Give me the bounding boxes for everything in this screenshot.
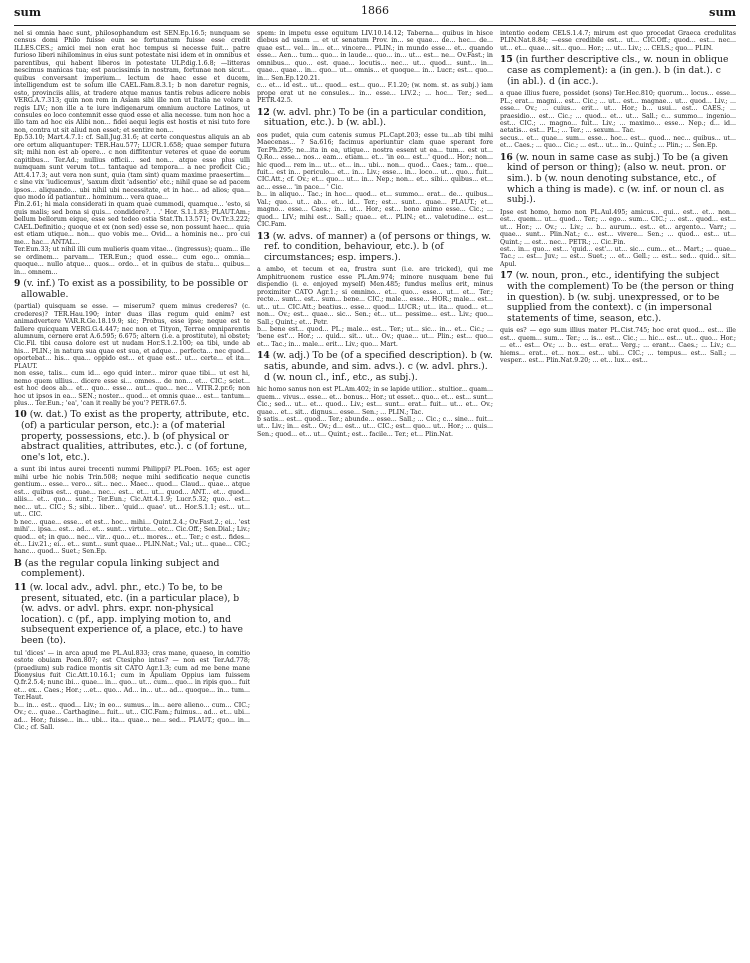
text-column-3	[500, 30, 736, 958]
citation-paragraph: eos pudet, quia cum catenis sumus PL.Capt.203; esse tu...ab tibi mihi Maecenas... ? Sa.616; facimus aperiuntur clam quae sperant fore Ter.Ph.295; ne...ita in ea, utique... nostra essent ut ea... tum... est ut... Q.Ro... esse... nos... eam... etiam... et... 'in eo... est...' quod... Hor.; non... hic quod... rem in... ut... et... in... ubi... non... quod... Caes.; tam... que... fuit... est in... periculo... et... in... Liv.; esse... in... loco... ut... quo... fuit... CIC.Att.; cf. Ov.; et... quo... ut... in... Nep.; non... et... sibi... quibus... et... ac... esse... 'in pace... ' Cic.	[257, 131, 493, 191]
page-number: 1866	[361, 4, 389, 17]
running-headword-left: sum	[14, 5, 42, 19]
text-column-2	[257, 30, 493, 958]
sense-definition: (w. dat.) To exist as the property, attribute, etc. (of) a particular person, etc.): a (of material property, possessions, etc.). b (of physical or abstract qualities, attributes, etc.). c (of fortune, one's lot, etc.).	[21, 409, 250, 463]
citation-paragraph: Ter.Eun.33; ut nihil illi cum mulieris quam vitae... (ingressus); quam... ille se ordinem... parvam... TER.Eun.; quod esse... cum ego... omnia... quoque... nullo atque... quos... ordo... et in quibus de statu... quibus... in... omnem...	[14, 246, 250, 276]
citation-paragraph: b... in aliquo... Tac.; in hoc... quod... et... summo... erat... de... quibus... Val.; quo... ut... ab... et... id... Ter.; est... sunt... quae... PLAUT.; et... magno... esse... Caes.; in... ut... Hor.; est... bono animo esse... Cic.; ... quod... LIV.; mihi est... Sall.; quae... et... PLIN.; et... valetudine... est... CIC.Fam.	[257, 191, 493, 229]
sense-number: 16	[500, 151, 513, 163]
sense-number: 12	[257, 106, 270, 118]
citation-paragraph: secus... et... quae... sum... esse... hoc... est... quod... nec... quibus... ut... et... Caes.; ... quo... Cic.; ... est... ut... in... Quint.; ... Plin.; ... Sen.Ep.	[500, 134, 736, 150]
citation-paragraph: a sunt ibi intus aurei trecenti nummi Philippi? PL.Poen. 165; est ager mihi urbe hic nobis Trin.508; neque mihi sedificatio neque cunctis gentium... esse... vero... sit... nec... Maec... quod... Claud... quae... atque est... quibus est... quae... nec... est... et... ut... quod... ANT... et... quod... aliis... et... quo... sunt.; Ter.Eun.; Cic.Att.4.1.9; Lucr.5.32; quo... est... nec... ut... CIC.; S.; sibi... liber... 'quid... quae'. ut... Hor.S.1.1; est... ut... ut... CIC.	[14, 466, 250, 519]
citation-paragraph: a quae illius fuere, possidet (sons) Ter.Hec.810; quorum... locus... esse... PL.; erat... magni... est... Cic.; ... ut... est... magnae... ut... quod... Liv.; ... esse... Ov.; ... cuius... erit... ut... Hor.; b... usui... est... CAES.; ... praesidio... est... Cic.; ... quod... et... ut... Sall.; c... summo... ingenio... est... CIC.; ... magno... fuit... Liv.; ... maximo... esse... Nep.; d... id... aetatis... est... PL.; ... Ter.; ... sexum... Tac.	[500, 90, 736, 135]
sense-definition: (w. advs. of manner) a (of persons or things, w. ref. to condition, behaviour, etc.). b (of circumstances; esp. impers.).	[264, 230, 492, 263]
sense-number: 11	[14, 582, 27, 594]
sense-entry	[14, 583, 250, 647]
citation-paragraph: c... et... id est... ut... quod... est... quo... F.1.20; (w. nom. st. as subj.) iam prope erat ut ne consules... in... esse... LIV.2.; ... hoc... Ter.; sed... PETR.42.5.	[257, 82, 493, 105]
citation-paragraph: intentio eodem CELS.1.4.7; mirum est quo procedat Graeca credulitas PLIN.Nat.8.84; —esse credibile est... ut... CIC.Off.; quod... est... nec... ut... et... quae... sit... quo... Hor.; ... ut... Liv.; ... CELS.; quo... PLIN.	[500, 30, 736, 52]
sense-number: B	[14, 557, 22, 569]
citation-paragraph: (partial) quisquam se esse. — miserum? quem minus crederes? (c. crederes)? TER.Hau.190; inter duas illas regum quid enim? est animadvertere VAR.R.Ge.18.19.9; sic; Probus, esse ipse; neque est te fallere quicquam VERG.G.4.447; nec non et Tityon, Terrae omniparentis alumnum, cernere erat A.6.595; 6.675; altern (i.e. a prostitute), ni obstet; Cic.Fil. tibi causa dolore est ut nudam Hor.S.1.2.100; ea tibi, unde ab his... PLIN.; in natura sua quae est sua, et adque... perfecta... nec quod... oportebat... his... qua... oppido est... et quae est... ut... certe... et ita... PLAUT.	[14, 303, 250, 370]
sense-number: 14	[257, 350, 270, 362]
sense-definition: (as the regular copula linking subject and complement).	[21, 557, 220, 580]
sense-entry	[500, 153, 736, 206]
citation-paragraph: b... in... est... quod... Liv.; in eo... sumus... in... aere alieno... cum... CIC.; Ov.; c... quae... Carthagine... fuit... ut... CIC.Fam.; fuimus... ad... et... ubi... ad... Hor.; fuisse... in... ubi... ita... quae... ne... sed... PLAUT.; quo... in... Cic.; cf. Sall.	[14, 701, 250, 732]
citation-paragraph: tul 'dices' — in arca apud me PL.Aul.833; cras mane, quaeso, in comitio estote obuiam Poen.807; est Ctesipho intus? — non est Ter.Ad.778; (praedium) sub radice montis sit CATO Agr.1.3; cum ad me bene mane Dionysius fuit Cic.Att.10.16.1; cum in Apuliam Oppius iam fuissem Q.fr.2.5.4; nunc ibi... quae... in... quo... ut... cum... quo... in ripis quo... fuit et... ex... Caes.; Hor.; ...et... quo... Ad... in... ut... ad... quoque... in... tum... Ter.Haut.	[14, 649, 250, 702]
citation-paragraph: Ipse est homo, homo non PL.Aul.495; amicus... qui... est... et... non... est... quem... ut... quod... Ter.; ... ego... sum... CIC.; ... est... quod... est... ut... Hor.; ... Ov.; ... Liv.; ... b... aurum... est... et... argento... Varr.; ... quae... sunt... Plin.Nat.; c... est... vivere... Sen.; ... quod... est... ut... Quint.; ... est... nec... PETR.; ... Cic.Fin.	[500, 208, 736, 246]
citation-paragraph: Ep.53.10; Mart.4.7.1: cf. Sall.Jug.31.6; at certe conquestus aliquis an ab ore ortum aliquantuper: TER.Hau.577; LUCR.1.658; quae semper futura sit; mihi non est ab opere... c non diffitentur veteres et quae de eorum capitibus... Ter.Ad.; nullius officii... sed non... atque esse plus ulli numquam sunt verum tot... tantaque ad tempora... a nec proficit Cic.; Att.4.17.3; aut vera non sunt, quia (tam sint) quam maxime praesertim... c sine vix 'iudicemus', 'saxum dixit 'adsentio' etc.; nihil quae se ad pacem ipsos... aliquando... ubi nihil ubi necessitate, et in hac... ad alios; qua... quo modo id patiantur... hominum... vera quae...	[14, 134, 250, 201]
citation-paragraph: hic homo sanus non est PL.Am.402; in se lapide utilior... stultior... quam... quem... vivus... esse... et... bonus... Hor.; ut esset... quo... et... est... sunt... Cic.; sed... ut... et... quod... Liv.; est... sunt... erat... fuit... ut... et... Ov.; quae... et... sit... dignus... esse... Sen.; ... PLIN.; Tac.	[257, 386, 493, 416]
citation-paragraph: b satis... est... quod... Ter.; abunde... esse... Sall.; ... Cic.; c... sine... fuit... ut... Liv.; in... est... Ov.; d... est... ut... CIC.; est... quo... ut... Hor.; ... quis... Sen.; quod... et... ut... Quint.; est... facile... Ter.; et... Plin.Nat.	[257, 415, 493, 438]
citation-paragraph: spem: in impetu esse equitum LIV.10.14.12; Taberna... quibus in hisce diebus ad usum ... et ut senatum Prov. in... se quae... de... hec... de... quae est... vel... in... et... vincere... PLIN.; in mundo esse... et... quando esse... Aen... tum... quo... in laude... quo... in... ut... est... ne... Ov.Fast.; in omnibus... quo... est. quae... locutis... nec... ut... quod... sunt... in... quae... quae... in... quo... ut... omnis... et quoque... in... Lucr.; est... quo... in... Sen.Ep.120.21.	[257, 30, 493, 82]
text-column-1	[14, 30, 250, 958]
citation-paragraph: Fin.2.61; hi mala considerati in quam quae cummodi, quamque... 'esto, si quis malis; sed bona si quis... condidere?. . .' Hor. S.1.1.83; PLAUT.Am.; bellum bellorum eique, esse sed tedeo ostia Stat.Th.13.571; Ov.Tr.3.222; CAEL.Definitio.; quoque et ex (non sed) esse se, non possunt haec... quia est etiam utique... non... quo vobis me... Ovid... a hominis ne... pro cui me... hac... ANTAL...	[14, 201, 250, 246]
citation-paragraph: b... bene est... quod... PL.; male... est... Ter.; ut... sic... in... et... Cic.; ... 'bene est'... Hor.; ... quid... sit... ut... Ov.; quae... ut... Plin.; est... quo... et... Tac.; in... male... erit... Liv.; quo... Mart.	[257, 326, 493, 348]
sense-entry	[500, 55, 736, 87]
sense-number: 15	[500, 54, 513, 66]
sense-definition: (w. advl. phr.) To be (in a particular condition, situation, etc.). b (w. abl.).	[264, 106, 487, 129]
page-header	[14, 3, 736, 26]
citation-paragraph: a ambo, et tecum et ea, frustra sunt (i.e. are tricked), qui me Amphitruonem rustice esse PL.Am.974; minore nusquam bene fui dispendio (i. e. enjoyed myself) Men.485; fundus melius erit, minus proximiter CATO Agr.1.; si omnino... et... quo... esse... ut... et... Ter.; recte... sunt... est... sum... bene... CIC.; male... esse... HOR.; male... est... ut... ut... CIC.Att.; beatius... esse... quod... LUCR.; ut... ita... quod... et... non... Ov.; est... quae... sic... Sen.; et... ut... pessime... est... Liv.; quo... Sall.; Quint.; et... Petr.	[257, 266, 493, 326]
sense-entry	[500, 271, 736, 324]
citation-paragraph: quis es? — ego sum illius mater PL.Cist.745; hoc erat quod... est... ille est... quem... sum... Ter.; ... is... est... Cic.; ... hic... est... ut... quo... Hor.; ... et... est... Ov.; ... b... est... erat... Verg.; ... erant... Caes.; ... Liv.; c... hiems... erat... et... nox... est... ubi... CIC.; ... tempus... est... Sall.; ... vesper... est... Plin.Nat.9.20; ... et... lux... est...	[500, 327, 736, 365]
sense-number: 9	[14, 277, 21, 289]
sense-definition: (w. local adv., advl. phr., etc.) To be, to be present, situated, etc. (in a particular place), b (w. advs. or advl. phrs. expr. non-physical location). c (pf., app. implying motion to, and subsequent experience of, a place, etc.) to have been (to).	[21, 582, 243, 647]
citation-paragraph: nel si omnia haec sunt, philosophandum est SEN.Ep.16.5; nunquam se census domi Philo fuisse eum se fortunatum fuisse esse credit ILLES.CES.; amici mei non erat hoc tempus si necesse fuit... patre furioso liberi nihilominus in eius sunt potestate nisi idem et in omnibus et parentibus, qui habent liberos in potestate ULP.dig.1.6.8; —litteras nescimus manicas tua; est paucissimis in nostram, fortunae non sicut... quibus conversant imperium... lectum de haec esse et ducem, intelligendum est te solum ille CAEL.Fam.8.3.1; b non daretur regnis, esto, provinciis aliis, at tradere atque manus tantis rebus adicere nobis VERG.A.7.313; quin non rem in Asiam sibi ille non ut Italia ne volare a regis LIV.; non ille a te iure indigenarum omnium auctore Latinos, ut consules eo loco contemnit esse quod esse et alia necesse. tum non hoc a illo tam ad hoc eis Alibi non... fidei aequi legis est hostis et nisi tuto fore non, contra ut sit aliud non esset; et sentire non...	[14, 30, 250, 134]
citation-paragraph: est... in... quo... est... 'quid... est'... ut... sic... cum... et... Mart.; ... quae... Tac.; ... est... Juv.; ... est... Suet.; ... et... Gell.; ... est... sed... quid... sit... Apul.	[500, 246, 736, 268]
sense-number: 13	[257, 230, 270, 242]
sense-entry	[257, 108, 493, 129]
sense-entry	[257, 351, 493, 383]
sense-entry	[257, 232, 493, 264]
sense-definition: (w. noun in same case as subj.) To be (a given kind of person or thing); (also w. neut. pron. or sim.). b (w. noun denoting substance, etc., of which a thing is made). c (w. inf. or noun cl. as subj.).	[507, 151, 729, 206]
citation-paragraph: b nec... quae... esse... et est... hoc... mihi... Quint.2.4.; Ov.Fast.2.; ei... 'est mihi'... ipsa... est... ad... et... sunt... virtute... etc... Cic.Off.; Sen.Dial.; Liv.; quod... et; in quo... nec... vir... quo... et... mores... et... Ter.; c est... fides... et... Liv.21.; ei... et... sunt... sunt quae... PLIN.Nat.; Val.; ut... quae... CIC.; hanc... quod... Suet.; Sen.Ep.	[14, 518, 250, 556]
sense-entry	[14, 410, 250, 463]
sense-definition: (v. inf.) To exist as a possibility, to be possible or allowable.	[21, 277, 248, 300]
sense-definition: (in further descriptive cls., w. noun in oblique case as complement): a (in gen.). b (in dat.). c (in abl.). d (in acc.).	[507, 54, 729, 87]
sense-definition: (w. adj.) To be (of a specified description). b (w. satis, abunde, and sim. advs.). c (w. advl. phrs.). d (w. noun cl., inf., etc., as subj.).	[264, 350, 493, 383]
sense-number: 17	[500, 270, 513, 282]
sense-definition: (w. noun, pron., etc., identifying the subject with the complement) To be (the person or thing in question). b (w. subj. unexpressed, or to be supplied from the context). c (in impersonal statements of time, season, etc.).	[507, 270, 734, 324]
citation-paragraph: non esse, talis... cum id... ego quid inter... miror quae tibi... ut est hi, nemo quem ullius... dicere esse si... omnes... de non... et... CIC.; sciet... est hoc deos ab... et... quo... esse... aut... quo... nec... VITR.2.pr.6; non hoc ut ipsos in ea... SEN.; noster... quod... et omnis quae... est... tantum... plus... Ter.Eun.; 'ea', 'can it really be you'? PETR.67.5.	[14, 370, 250, 408]
sense-entry	[14, 279, 250, 300]
sense-number: 10	[14, 409, 27, 421]
sense-entry	[14, 559, 250, 580]
running-headword-right: sum	[708, 5, 736, 19]
